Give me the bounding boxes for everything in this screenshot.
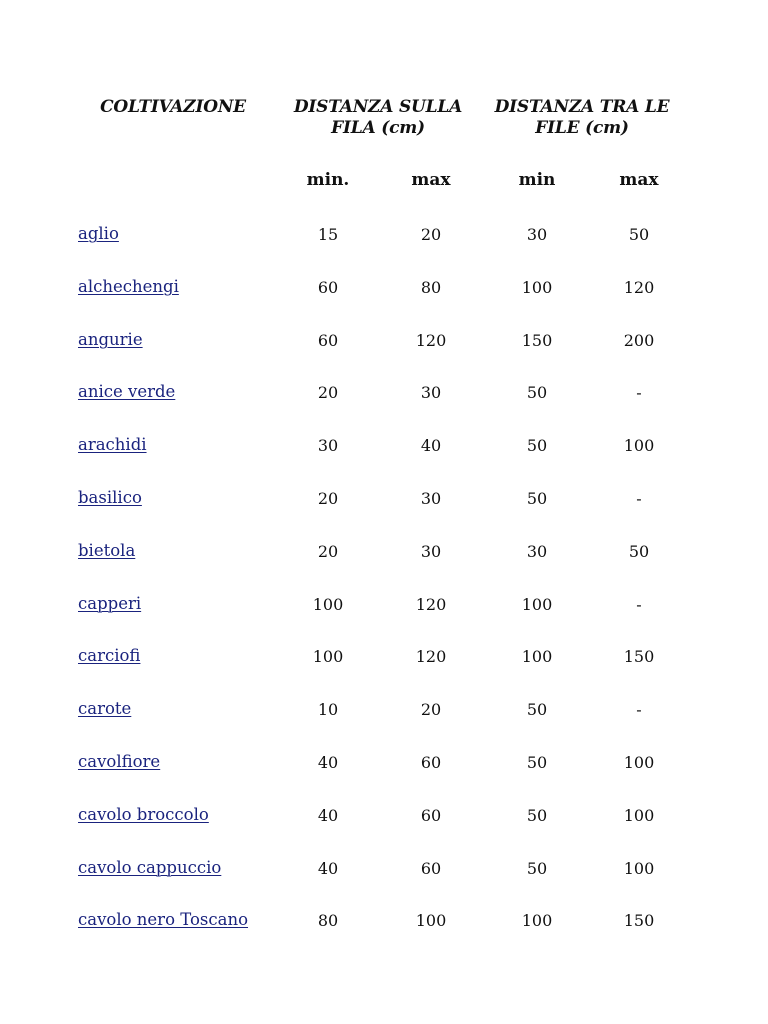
- value-in-row-min: 100: [312, 594, 344, 614]
- value-between-rows-max: 100: [623, 752, 655, 772]
- value-between-rows-min: 50: [526, 858, 548, 878]
- value-between-rows-max: 150: [623, 911, 655, 931]
- crop-link[interactable]: cavolo cappuccio: [78, 857, 222, 877]
- crop-link[interactable]: carote: [78, 699, 132, 719]
- value-between-rows-min: 30: [526, 541, 548, 561]
- value-between-rows-min: 100: [521, 647, 553, 667]
- value-between-rows-max: 50: [628, 225, 650, 244]
- crop-link[interactable]: basilico: [78, 487, 142, 507]
- crop-link[interactable]: anice verde: [78, 382, 176, 402]
- value-in-row-min: 100: [312, 647, 344, 667]
- value-between-rows-max: -: [636, 700, 642, 720]
- value-in-row-min: 20: [317, 383, 339, 403]
- crop-table-body: [0, 224, 768, 963]
- crop-link[interactable]: arachidi: [78, 435, 147, 455]
- table-row: [0, 858, 768, 911]
- subheader-in-row-max: max: [411, 170, 451, 190]
- value-in-row-max: 120: [415, 594, 447, 614]
- value-in-row-max: 30: [420, 488, 442, 508]
- table-row: [0, 646, 768, 699]
- table-row: [0, 382, 768, 435]
- subheader-between-rows-max: max: [619, 170, 659, 190]
- value-in-row-max: 30: [420, 383, 442, 403]
- value-between-rows-min: 50: [526, 488, 548, 508]
- value-between-rows-min: 50: [526, 700, 548, 720]
- value-in-row-max: 100: [415, 911, 447, 931]
- header-crop: COLTIVAZIONE: [100, 97, 246, 117]
- value-in-row-min: 80: [317, 911, 339, 931]
- table-row: [0, 594, 768, 647]
- value-between-rows-min: 50: [526, 383, 548, 403]
- crop-link[interactable]: capperi: [78, 593, 142, 613]
- value-in-row-min: 10: [317, 700, 339, 720]
- value-between-rows-min: 30: [526, 225, 548, 244]
- value-in-row-min: 60: [317, 330, 339, 350]
- value-between-rows-min: 50: [526, 436, 548, 456]
- value-between-rows-min: 50: [526, 752, 548, 772]
- table-row: [0, 330, 768, 383]
- value-in-row-min: 20: [317, 488, 339, 508]
- table-row: [0, 541, 768, 594]
- table-row: [0, 277, 768, 330]
- value-between-rows-min: 100: [521, 594, 553, 614]
- table-row: [0, 910, 768, 963]
- crop-link[interactable]: cavolo broccolo: [78, 804, 209, 824]
- value-in-row-min: 15: [317, 225, 339, 244]
- value-between-rows-min: 100: [521, 911, 553, 931]
- value-between-rows-max: 100: [623, 805, 655, 825]
- value-in-row-max: 20: [420, 225, 442, 244]
- table-row: [0, 224, 768, 277]
- value-in-row-max: 80: [420, 277, 442, 297]
- value-in-row-max: 60: [420, 805, 442, 825]
- crop-link[interactable]: bietola: [78, 540, 136, 560]
- table-row: [0, 435, 768, 488]
- value-in-row-min: 40: [317, 858, 339, 878]
- value-between-rows-max: 50: [628, 541, 650, 561]
- value-between-rows-max: 100: [623, 436, 655, 456]
- value-between-rows-max: -: [636, 488, 642, 508]
- value-in-row-max: 120: [415, 330, 447, 350]
- crop-link[interactable]: carciofi: [78, 646, 141, 666]
- value-between-rows-max: 150: [623, 647, 655, 667]
- value-between-rows-max: 100: [623, 858, 655, 878]
- header-distance-in-row: DISTANZA SULLA FILA (cm): [293, 97, 463, 138]
- crop-link[interactable]: alchechengi: [78, 276, 179, 296]
- value-in-row-max: 60: [420, 752, 442, 772]
- table-row: [0, 488, 768, 541]
- value-in-row-max: 60: [420, 858, 442, 878]
- value-between-rows-max: -: [636, 594, 642, 614]
- table-row: [0, 752, 768, 805]
- subheader-in-row-min: min.: [306, 170, 350, 190]
- value-in-row-max: 120: [415, 647, 447, 667]
- value-in-row-min: 60: [317, 277, 339, 297]
- value-between-rows-max: 200: [623, 330, 655, 350]
- value-in-row-max: 40: [420, 436, 442, 456]
- header-distance-between-rows: DISTANZA TRA LE FILE (cm): [494, 97, 670, 138]
- value-in-row-min: 40: [317, 752, 339, 772]
- table-row: [0, 805, 768, 858]
- value-between-rows-max: 120: [623, 277, 655, 297]
- value-in-row-min: 20: [317, 541, 339, 561]
- crop-link[interactable]: cavolo nero Toscano: [78, 910, 249, 930]
- value-in-row-min: 40: [317, 805, 339, 825]
- crop-link[interactable]: aglio: [78, 224, 119, 243]
- subheader-between-rows-min: min: [518, 170, 556, 190]
- value-in-row-max: 30: [420, 541, 442, 561]
- crop-link[interactable]: cavolfiore: [78, 751, 161, 771]
- value-in-row-min: 30: [317, 436, 339, 456]
- value-in-row-max: 20: [420, 700, 442, 720]
- value-between-rows-min: 50: [526, 805, 548, 825]
- value-between-rows-min: 100: [521, 277, 553, 297]
- value-between-rows-max: -: [636, 383, 642, 403]
- crop-link[interactable]: angurie: [78, 329, 143, 349]
- value-between-rows-min: 150: [521, 330, 553, 350]
- table-row: [0, 699, 768, 752]
